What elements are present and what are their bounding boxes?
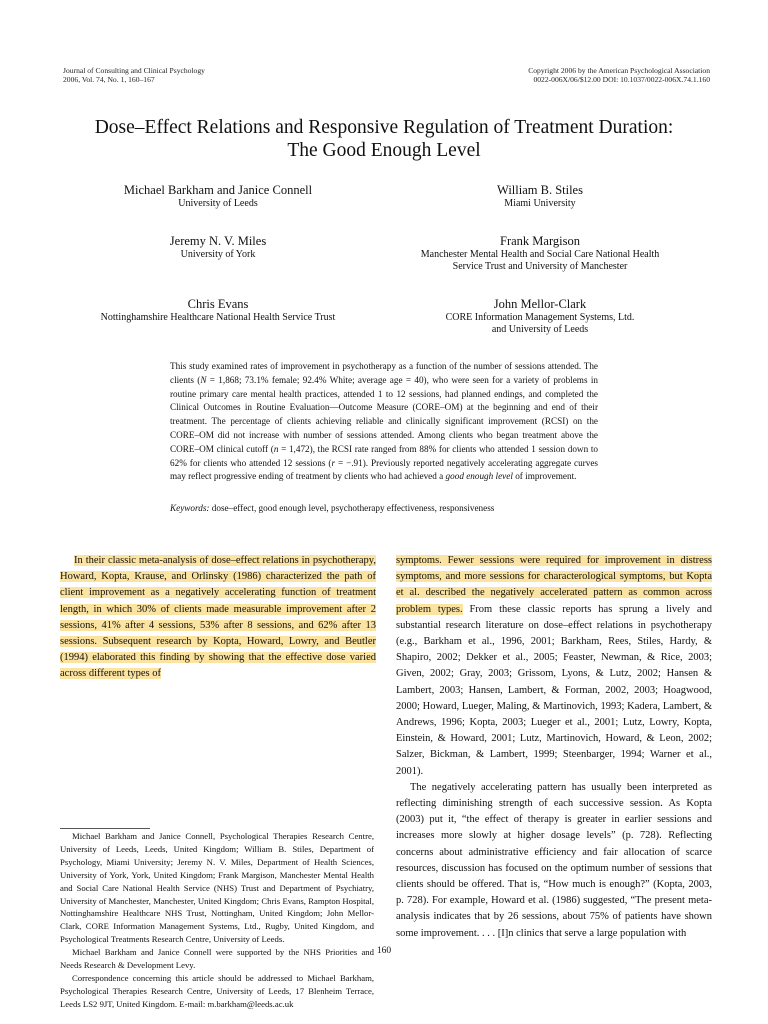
copyright-line: Copyright 2006 by the American Psychological Association: [528, 66, 710, 75]
keywords: [170, 502, 600, 514]
author-affiliation: CORE Information Management Systems, Ltd.: [445, 312, 635, 323]
page-number: 160: [376, 946, 392, 956]
abstract-text: = −.91). Previously reported negatively accelerating aggregate curves may reflect progressive ending of treatment by clients who had achieved a: [170, 457, 598, 482]
paper-title: [40, 116, 728, 162]
author-affiliation: University of York: [180, 249, 256, 260]
journal-name: Journal of Consulting and Clinical Psychology: [63, 66, 205, 75]
author-name: Chris Evans: [187, 297, 249, 311]
abstract-variable: N: [200, 374, 207, 385]
body-text: From these classic reports has sprung a lively and substantial research literature on dose–effect relations in psychotherapy (e.g., Barkham et al., 1996, 2001; Barkham, Rees, Stiles, Hardy, & Shapiro, 2002; Dekker et al., 2005; Feaster, Newman, & Rice, 2003; Given, 2002; Gray, 2003; Grissom, Lyons, & Lutz, 2002; Hansen & Lambert, 2003; Hansen, Lambert, & Forman, 2002, 2003; Hoagwood, 2000; Howard, Lueger, Maling, & Martinovich, 1993; Kadera, Lambert, & Andrews, 1996; Kopta, 2003; Lueger et al., 2001; Lutz, Lowry, Kopta, Einstein, & Howard, 2001; Lutz, Martinovich, Howard, & Leon, 2002; Salzer, Bickman, & Lambert, 1999; Steenbarger, 1994; Warner et al., 2001).: [396, 603, 712, 777]
body-paragraph: [60, 553, 376, 683]
abstract-variable: r: [331, 457, 336, 468]
author-block-stiles: [390, 183, 690, 210]
body-paragraph: [396, 553, 712, 780]
author-note: [60, 828, 374, 1011]
author-block-evans: [50, 297, 386, 324]
footnote-funding: Michael Barkham and Janice Connell were supported by the NHS Priorities and Needs Research & Development Levy.: [60, 947, 374, 971]
abstract-text: of improvement.: [512, 471, 577, 482]
author-block-margison: [390, 234, 690, 273]
abstract-text: This study examined rates of improvement in psychotherapy as a function of the number of sessions attended. The clients (: [170, 361, 598, 385]
author-affiliation: University of Leeds: [178, 198, 258, 209]
author-affiliation: Manchester Mental Health and Social Care National Health: [420, 249, 660, 260]
footnote-correspondence: Correspondence concerning this article should be addressed to Michael Barkham, Psychological Therapies Research Centre, University of Leeds, 17 Blenheim Terrace, Leeds LS2 9JT, United Kingdom. E-mail: m.barkham@leeds.ac.uk: [60, 972, 374, 1009]
footnote-affiliations: Michael Barkham and Janice Connell, Psychological Therapies Research Centre, University of Leeds, Leeds, United Kingdom; William B. Stiles, Department of Psychology, Miami University; Jeremy N. V. Miles, Department of Health Sciences, University of York, York, United Kingdom; Frank Margison, Manchester Mental Health and Social Care National Health Service (NHS) Trust and Department of Psychiatry, University of Manchester, Manchester, United Kingdom; Chris Evans, Rampton Hospital, Nottinghamshire Healthcare NHS Trust, Nottingham, United Kingdom; John Mellor-Clark, CORE Information Management Systems, Ltd., Rugby, United Kingdom, and Psychological Treatments Research Centre, University of Leeds.: [60, 831, 374, 945]
journal-issue: 2006, Vol. 74, No. 1, 160–167: [63, 75, 155, 84]
abstract-text: = 1,868; 73.1% female; 92.4% White; average age = 40), who were seen for a variety of problems in routine primary care mental health practices, attended 1 to 12 sessions, had planned endings, and completed the Clinical Outcomes in Routine Evaluation—Outcome Measure (CORE–OM) at the beginning and end of their treatment. The percentage of clients achieving reliable and clinically significant improvement (RCSI) on the CORE–OM did not increase with number of sessions attended. Among clients who began treatment above the CORE–OM clinical cutoff (: [170, 374, 598, 454]
highlighted-text: symptoms. Fewer sessions were required for improvement in distress symptoms, and more sessions for characterological symptoms, but Kopta et al. described the negatively accelerated pattern as common across problem types.: [396, 555, 712, 615]
author-name: John Mellor-Clark: [493, 297, 587, 311]
author-name: Jeremy N. V. Miles: [169, 234, 267, 248]
author-name: William B. Stiles: [497, 183, 583, 197]
abstract-variable: n: [273, 443, 279, 454]
author-affiliation-2: and University of Leeds: [491, 324, 589, 335]
author-block-miles: [68, 234, 368, 261]
author-affiliation: Nottinghamshire Healthcare National Health Service Trust: [100, 312, 336, 323]
journal-header: [63, 66, 205, 84]
author-affiliation-2: Service Trust and University of Manchester: [452, 261, 628, 272]
highlighted-text: In their classic meta-analysis of dose–effect relations in psychotherapy, Howard, Kopta, Krause, and Orlinsky (1986) characterized the path of client improvement as a negatively accelerating function of treatment length, in which 30% of clients made measurable improvement after 2 sessions, 41% after 4 sessions, 53% after 8 sessions, and 62% after 13 sessions. Subsequent research by Kopta, Howard, Lowry, and Beutler (1994) elaborated this finding by showing that the effective dose varied across different types of: [60, 555, 376, 680]
author-name: Michael Barkham and Janice Connell: [123, 183, 313, 197]
author-block-mellor-clark: [390, 297, 690, 336]
title-line-1: Dose–Effect Relations and Responsive Regulation of Treatment Duration:: [94, 117, 674, 138]
author-affiliation: Miami University: [504, 198, 576, 209]
keywords-text: dose–effect, good enough level, psychotherapy effectiveness, responsiveness: [209, 503, 495, 513]
author-block-barkham-connell: [68, 183, 368, 210]
title-line-2: The Good Enough Level: [287, 140, 481, 161]
body-column-right: [396, 553, 712, 942]
doi-line: 0022-006X/06/$12.00 DOI: 10.1037/0022-006X.74.1.160: [533, 75, 710, 84]
body-column-left: [60, 553, 376, 683]
abstract-text: = 1,472), the RCSI rate ranged from 88% for clients who attended 1 session down to 62% for clients who attended 12 sessions (: [170, 443, 598, 468]
abstract-emphasis: good enough level: [445, 471, 513, 482]
copyright-header: [528, 66, 710, 84]
abstract: [170, 360, 598, 484]
keywords-label: Keywords:: [170, 503, 210, 513]
author-name: Frank Margison: [500, 234, 580, 248]
body-paragraph: The negatively accelerating pattern has usually been interpreted as reflecting diminishing strength of each successive session. As Kopta (2003) put it, “the effect of therapy is greater in earlier sessions and increases more slowly at higher dosage levels” (p. 728). Reflecting concerns about administrative efficiency and fair allocation of scarce resources, discussion has focused on the optimum number of sessions that clients should be offered. That is, “How much is enough?” (Kopta, 2003, p. 728). For example, Howard et al. (1986) suggested, “The present meta-analysis indicates that by 26 sessions, about 75% of patients have shown some improvement. . . . [I]n clinics that serve a large population with: [396, 781, 712, 939]
